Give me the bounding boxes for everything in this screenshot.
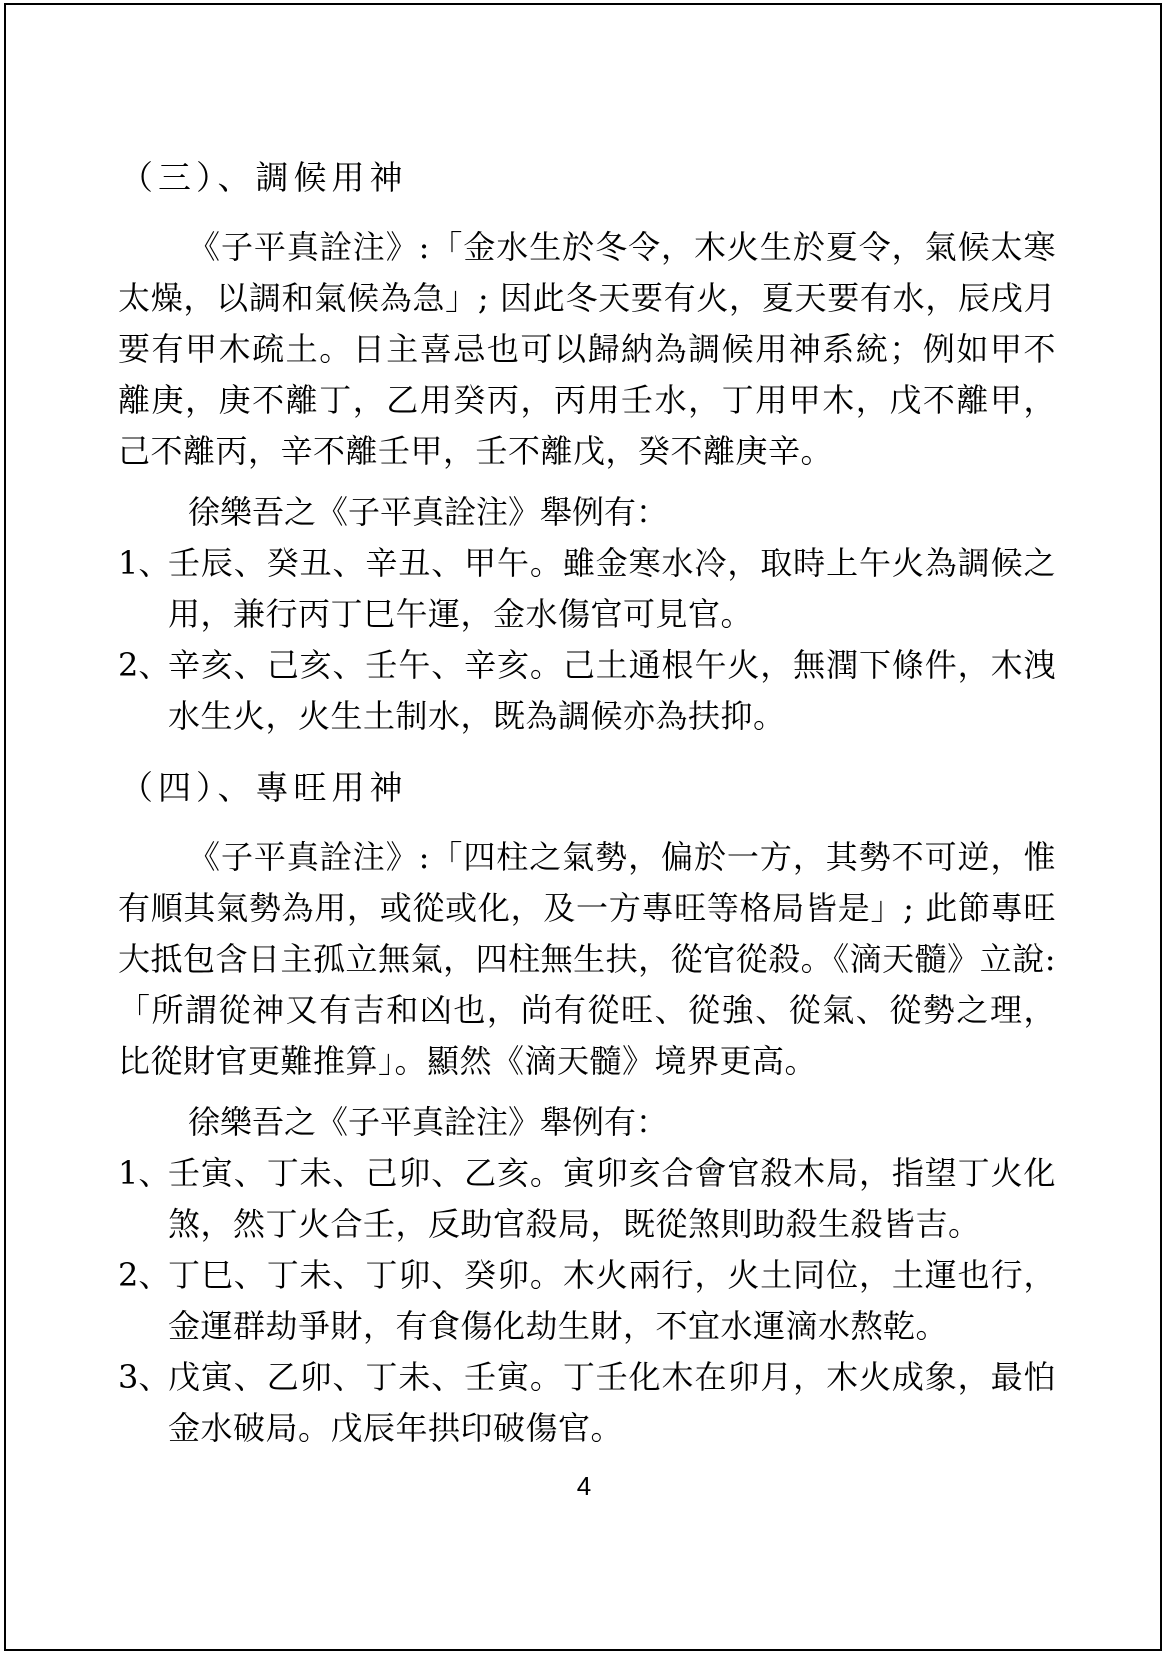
list-item-text: 壬寅、丁未、己卯、乙亥。寅卯亥合會官殺木局，指望丁火化煞，然丁火合壬，反助官殺局，既從煞則助殺生殺皆吉。 <box>168 1154 1056 1243</box>
list-item-text: 壬辰、癸丑、辛丑、甲午。雖金寒水冷，取時上午火為調候之用，兼行丙丁巳午運，金水傷官可見官。 <box>168 544 1056 633</box>
list-item-text: 辛亥、己亥、壬午、辛亥。己土通根午火，無潤下條件，木洩水生火，火生土制水，既為調候亦為扶抑。 <box>168 646 1056 735</box>
section-paragraph: 《子平真詮注》:「四柱之氣勢，偏於一方，其勢不可逆，惟有順其氣勢為用，或從或化，及一方專旺等格局皆是」; 此節專旺大抵包含日主孤立無氣，四柱無生扶，從官從殺。《滴天髓》立說:「所謂從神又有吉和凶也，尚有從旺、從強、從氣、從勢之理，比從財官更難推算」。顯然《滴天髓》境界更高。 <box>118 838 1056 1080</box>
examples-intro: 徐樂吾之《子平真詮注》舉例有： <box>188 1103 669 1141</box>
list-item <box>118 1148 1056 1250</box>
list-item <box>118 1250 1056 1352</box>
list-item-text: 丁巳、丁未、丁卯、癸卯。木火兩行，火土同位，土運也行，金運群劫爭財，有食傷化劫生財，不宜水運滴水熬乾。 <box>168 1256 1056 1345</box>
examples-intro: 徐樂吾之《子平真詮注》舉例有： <box>188 493 669 531</box>
list-item <box>118 1352 1056 1454</box>
section-heading: （三）、調候用神 <box>120 158 408 197</box>
list-item-number: 2、 <box>118 646 171 684</box>
list-item-number: 2、 <box>118 1256 171 1294</box>
list-item-number: 1、 <box>118 544 171 582</box>
section-paragraph: 《子平真詮注》:「金水生於冬令，木火生於夏令，氣候太寒太燥，以調和氣候為急」; 因此冬天要有火，夏天要有水，辰戌月要有甲木疏土。日主喜忌也可以歸納為調候用神系統；例如甲不離庚，庚不離丁，乙用癸丙，丙用壬水，丁用甲木，戊不離甲，己不離丙，辛不離壬甲，壬不離戊，癸不離庚辛。 <box>118 228 1056 470</box>
section-spacer <box>118 742 1056 764</box>
page-number: 4 <box>576 1471 592 1501</box>
section-heading: （四）、專旺用神 <box>120 768 408 807</box>
document-body <box>118 154 1056 1454</box>
list-item-text: 戊寅、乙卯、丁未、壬寅。丁壬化木在卯月，木火成象，最怕金水破局。戊辰年拱印破傷官。 <box>168 1358 1056 1447</box>
section-tiaohou <box>118 154 1056 742</box>
list-item-number: 1、 <box>118 1154 171 1192</box>
section-zhuanwang <box>118 764 1056 1454</box>
list-item-number: 3、 <box>118 1358 171 1396</box>
list-item <box>118 640 1056 742</box>
list-item <box>118 538 1056 640</box>
